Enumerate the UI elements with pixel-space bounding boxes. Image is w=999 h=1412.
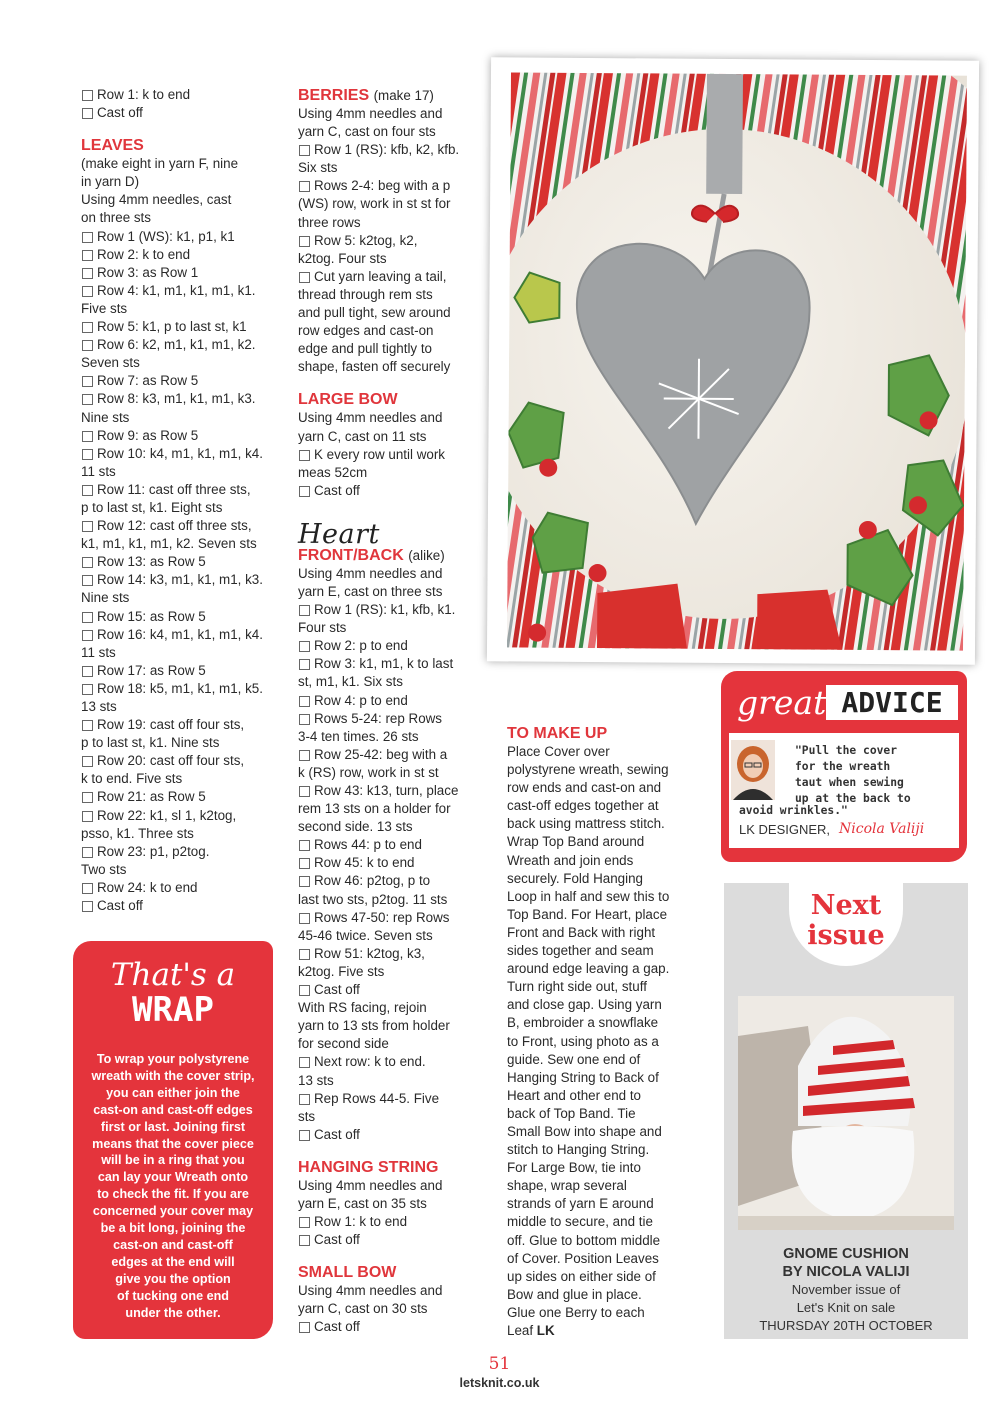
wrap-text-line: cast-on and cast-off (113, 1237, 233, 1252)
pattern-step (298, 1318, 480, 1336)
pattern-row: Row 43: k13, turn, place (298, 782, 480, 800)
make-up-heading: TO MAKE UP (507, 725, 608, 742)
pattern-step (81, 662, 269, 680)
pattern-row-cont: k to end. Five sts (81, 771, 183, 787)
next-title-line2: issue (807, 920, 885, 951)
wrap-text-line: cast-on and cast-off edges (93, 1102, 253, 1117)
pattern-step (298, 1053, 480, 1089)
small-bow-intro (298, 1282, 480, 1318)
make-up-line: polystyrene wreath, sewing (507, 762, 669, 778)
wrap-text-line: give you the option (115, 1271, 231, 1286)
heart-intro-line: yarn E, cast on three sts (298, 583, 443, 599)
wreath-illustration (507, 72, 967, 650)
pattern-row: Row 4: p to end (298, 692, 480, 710)
designer-avatar (731, 740, 775, 800)
pattern-step (81, 897, 269, 915)
gnome-cushion-photo (738, 996, 954, 1230)
pattern-row: Cast off (298, 981, 480, 999)
pattern-row-cont: psso, k1. Three sts (81, 825, 194, 841)
leaves-intro-line: in yarn D) (81, 174, 140, 190)
pattern-row-cont: Nine sts (81, 409, 130, 425)
column-3 (507, 724, 697, 1340)
pattern-row: Row 46: p2tog, p to (298, 872, 480, 890)
make-up-last-line (507, 1322, 697, 1340)
berries-title: BERRIES (298, 87, 370, 104)
pattern-step (81, 318, 269, 336)
make-up-line: Hanging String to Back of (507, 1069, 659, 1085)
pattern-row: Row 23: p1, p2tog. (81, 843, 269, 861)
pattern-row-cont: p to last st, k1. Eight sts (81, 499, 223, 515)
pattern-row-cont: k (RS) row, work in st st (298, 764, 439, 780)
make-up-line: securely. Fold Hanging (507, 870, 643, 886)
pattern-row-cont: 11 sts (81, 463, 116, 479)
pattern-row-cont: (WS) row, work in st st for (298, 196, 451, 212)
pattern-row-cont: k2tog. Four sts (298, 250, 387, 266)
advice-quote-line: "Pull the cover (795, 744, 898, 757)
pattern-row: Cast off (81, 104, 269, 122)
make-up-line: middle to secure, and tie (507, 1214, 653, 1230)
advice-quote-line: taut when sewing (795, 776, 904, 789)
pattern-step (298, 981, 480, 999)
pattern-row: Row 8: k3, m1, k1, m1, k3. (81, 390, 269, 408)
pattern-step (298, 854, 480, 872)
wreath-photo (487, 57, 979, 664)
pattern-row: Row 11: cast off three sts, (81, 481, 269, 499)
pattern-step (298, 836, 480, 854)
make-up-line: Front and Back with right (507, 924, 656, 940)
pattern-step (81, 626, 269, 662)
heart-intro-line: Using 4mm needles and (298, 565, 443, 581)
pattern-row-cont: st, m1, k1. Six sts (298, 674, 403, 690)
wrap-text-line: wreath with the cover strip, (91, 1068, 255, 1083)
pattern-row-cont: sts (298, 1108, 316, 1124)
pattern-row-cont: edge and pull tightly to (298, 341, 433, 357)
pattern-row-cont: k1, m1, k1, m1, k2. Seven sts (81, 536, 257, 552)
heart-rows (298, 601, 480, 999)
wrap-text-line: you can either join the (106, 1085, 240, 1100)
pattern-row: Rows 5-24: rep Rows (298, 710, 480, 728)
advice-quote (795, 743, 945, 807)
pattern-row: Row 12: cast off three sts, (81, 517, 269, 535)
leaves-intro-line: Using 4mm needles, cast (81, 192, 232, 208)
pattern-step (298, 482, 480, 500)
hanging-string-intro (298, 1177, 480, 1213)
make-up-line: around edge leaving a gap. (507, 961, 670, 977)
caption-line-2: Let's Knit on sale (796, 1300, 896, 1315)
wrap-text-line: To wrap your polystyrene (96, 1052, 250, 1066)
hanging-string-intro-line: yarn E, cast on 35 sts (298, 1195, 427, 1211)
pattern-row: Row 19: cast off four sts, (81, 716, 269, 734)
pattern-row: Row 51: k2tog, k3, (298, 945, 480, 963)
pattern-step (298, 1213, 480, 1231)
pattern-step (81, 571, 269, 607)
caption-title-2: BY NICOLA VALIJI (782, 1264, 910, 1280)
pattern-row: Row 16: k4, m1, k1, m1, k4. (81, 626, 269, 644)
make-up-line: Wrap Top Band around (507, 834, 645, 850)
pattern-step (298, 141, 480, 177)
caption-title-1: GNOME CUSHION (783, 1246, 909, 1262)
pattern-step (81, 390, 269, 426)
pattern-row: Rows 47-50: rep Rows (298, 909, 480, 927)
pattern-row: Row 1 (WS): k1, p1, k1 (81, 228, 269, 246)
pattern-row: Row 1: k to end (81, 86, 269, 104)
small-bow-intro-line: Using 4mm needles and (298, 1283, 443, 1299)
wrap-text-line: can lay your Wreath onto (97, 1170, 249, 1185)
large-bow-rows (298, 446, 480, 500)
column-2 (298, 86, 480, 1337)
wrap-text-line: under the other. (125, 1305, 221, 1320)
make-up-line: Turn right side out, stuff (507, 979, 647, 995)
make-up-line: Wreath and join ends (507, 852, 634, 868)
front-back-heading (298, 546, 480, 565)
pattern-row: Row 24: k to end (81, 879, 269, 897)
pattern-row: Cast off (298, 482, 480, 500)
make-up-line: of Cover. Position Leaves (507, 1250, 659, 1266)
leaves-intro-line: (make eight in yarn F, nine (81, 156, 239, 172)
next-issue-box (724, 883, 968, 1339)
pattern-row-cont: meas 52cm (298, 464, 368, 480)
pattern-step (298, 232, 480, 268)
pattern-row: Row 3: as Row 1 (81, 264, 269, 282)
heart-rejoin-line: yarn to 13 sts from holder (298, 1018, 450, 1034)
thats-a-wrap-box (73, 941, 273, 1339)
pattern-row-cont: 11 sts (81, 644, 116, 660)
pattern-step (298, 746, 480, 782)
pattern-row: Row 5: k2tog, k2, (298, 232, 480, 250)
pattern-row-cont: 3-4 ten times. 26 sts (298, 728, 419, 744)
advice-quote-end: avoid wrinkles." (739, 804, 848, 817)
pattern-step (81, 553, 269, 571)
wrap-text-line: be a bit long, joining the (100, 1221, 246, 1236)
website-url: letsknit.co.uk (459, 1376, 540, 1390)
advice-credit: LK DESIGNER, (739, 822, 831, 837)
pattern-row-cont: rem 13 sts on a holder for (298, 801, 451, 817)
large-bow-intro-line: yarn C, cast on 11 sts (298, 428, 427, 444)
pattern-row: Cut yarn leaving a tail, (298, 268, 480, 286)
pattern-step (298, 782, 480, 836)
pattern-row: Cast off (81, 897, 269, 915)
make-up-line: Small Bow into shape and (507, 1123, 662, 1139)
advice-title-caps: ADVICE (826, 685, 958, 720)
make-up-last-word: Leaf (507, 1323, 534, 1338)
advice-quote-line: for the wreath (795, 760, 891, 773)
pattern-row: Row 20: cast off four sts, (81, 752, 269, 770)
pattern-row-cont: 45-46 twice. Seven sts (298, 927, 433, 943)
pattern-row-cont: row edges and cast-on (298, 323, 434, 339)
pattern-row: Next row: k to end. (298, 1053, 480, 1071)
caption-line-1: November issue of (791, 1282, 901, 1297)
pattern-step (298, 872, 480, 908)
pattern-row-cont: shape, fasten off securely (298, 359, 451, 375)
make-up-line: Heart and other end to (507, 1087, 641, 1103)
pattern-step (81, 372, 269, 390)
pattern-row-cont: Four sts (298, 620, 347, 636)
hanging-string-rows (298, 1213, 480, 1249)
heart-script-title: Heart (298, 518, 380, 550)
make-up-line: sides together and seam (507, 943, 654, 959)
pattern-step (298, 909, 480, 945)
pattern-step (298, 945, 480, 981)
berries-sub: (make 17) (373, 88, 434, 103)
pattern-step (81, 680, 269, 716)
pattern-row-cont: Five sts (81, 300, 128, 316)
top-band (706, 74, 743, 194)
pattern-step (81, 716, 269, 752)
heart-rejoin (298, 999, 480, 1053)
make-up-line: Place Cover over (507, 744, 610, 759)
wrap-text-line: to check the fit. If you are (97, 1187, 249, 1202)
make-up-line: Top Band. For Heart, place (507, 906, 668, 922)
pattern-row: Row 4: k1, m1, k1, m1, k1. (81, 282, 269, 300)
heart-intro (298, 565, 480, 601)
pattern-row: Row 5: k1, p to last st, k1 (81, 318, 269, 336)
page-number: 51 (488, 1354, 511, 1374)
large-bow-heading: LARGE BOW (298, 391, 398, 409)
pattern-row-cont: thread through rem sts (298, 286, 433, 302)
make-up-line: strands of yarn E around (507, 1196, 654, 1212)
leaves-rows (81, 228, 269, 916)
wrap-text-line: concerned your cover may (92, 1204, 254, 1219)
pattern-step (81, 228, 269, 246)
make-up-line: off. Glue to bottom middle (507, 1232, 661, 1248)
heart-rejoin-line: With RS facing, rejoin (298, 1000, 427, 1016)
make-up-line: cast-off edges together at (507, 798, 659, 814)
make-up-line: row ends and cast-on and (507, 780, 662, 796)
pattern-row: Row 9: as Row 5 (81, 427, 269, 445)
make-up-line: Loop in half and sew this to (507, 888, 670, 904)
make-up-line: guide. Sew one end of (507, 1051, 641, 1067)
pattern-row: Row 2: p to end (298, 637, 480, 655)
pattern-step (298, 1126, 480, 1144)
pattern-row-cont: 13 sts (81, 699, 117, 714)
pattern-step (298, 177, 480, 231)
make-up-line: to Front, using photo as a (507, 1033, 659, 1049)
make-up-line: back of Top Band. Tie (507, 1105, 636, 1121)
pattern-step (81, 752, 269, 788)
pattern-row: Rows 2-4: beg with a p (298, 177, 480, 195)
large-bow-intro (298, 409, 480, 445)
pattern-step (298, 1231, 480, 1249)
small-bow-rows (298, 1318, 480, 1336)
make-up-line: back using mattress stitch. (507, 816, 665, 832)
pattern-step (81, 608, 269, 626)
pattern-step (298, 637, 480, 655)
make-up-line: Bow and glue in place. (507, 1286, 642, 1302)
column-1 (81, 86, 269, 915)
pattern-row: Cast off (298, 1231, 480, 1249)
wrap-text-line: first or last. Joining first (100, 1119, 246, 1134)
small-bow-intro-line: yarn C, cast on 30 sts (298, 1301, 428, 1317)
leaves-heading: LEAVES (81, 137, 144, 155)
pattern-row-cont: Six sts (298, 160, 338, 176)
pattern-step (298, 692, 480, 710)
pattern-row-cont: and pull tight, sew around (298, 305, 451, 321)
pattern-row: Cast off (298, 1126, 480, 1144)
pattern-row: Row 45: k to end (298, 854, 480, 872)
intro-rows (81, 86, 269, 122)
pattern-step (298, 268, 480, 377)
small-bow-heading: SMALL BOW (298, 1264, 397, 1282)
hanging-string-heading: HANGING STRING (298, 1158, 439, 1176)
pattern-row: Row 18: k5, m1, k1, m1, k5. (81, 680, 269, 698)
advice-quote-line: up at the back to (795, 792, 911, 805)
wrap-title-script: That's a (110, 957, 236, 993)
pattern-row: Cast off (298, 1318, 480, 1336)
pattern-step (81, 843, 269, 879)
wrap-text (73, 1051, 273, 1322)
pattern-step (81, 879, 269, 897)
pattern-row-cont: Seven sts (81, 355, 140, 371)
signoff: LK (536, 1323, 555, 1338)
wrap-text-line: of tucking one end (117, 1288, 229, 1303)
pattern-step (298, 601, 480, 637)
caption-line-3: THURSDAY 20TH OCTOBER (759, 1318, 933, 1333)
pattern-row: Row 3: k1, m1, k to last (298, 655, 480, 673)
pattern-row: Rep Rows 44-5. Five (298, 1090, 480, 1108)
make-up-line: and close gap. Using yarn (507, 997, 662, 1013)
make-up-line: up sides on either side of (507, 1268, 656, 1284)
pattern-row-cont: Nine sts (81, 590, 130, 606)
pattern-step (81, 246, 269, 264)
next-issue-caption (724, 1245, 968, 1335)
front-back-title: FRONT/BACK (298, 546, 404, 564)
pattern-row-cont: three rows (298, 214, 361, 230)
advice-title-script: great (737, 683, 827, 722)
next-title-line1: Next (810, 890, 882, 921)
front-back-sub: (alike) (408, 547, 445, 563)
wrap-text-line: edges at the end will (111, 1254, 235, 1269)
pattern-row: Row 1: k to end (298, 1213, 480, 1231)
large-bow-intro-line: Using 4mm needles and (298, 410, 443, 426)
advice-credit-name: Nicola Valiji (839, 821, 925, 837)
hanging-string-intro-line: Using 4mm needles and (298, 1177, 443, 1193)
wrap-text-line: will be in a ring that you (101, 1153, 245, 1168)
pattern-step (81, 264, 269, 282)
pattern-row: Row 15: as Row 5 (81, 608, 269, 626)
pattern-row-cont: k2tog. Five sts (298, 963, 385, 979)
pattern-row: Row 6: k2, m1, k1, m1, k2. (81, 336, 269, 354)
pattern-row: Row 22: k1, sl 1, k2tog, (81, 807, 269, 825)
pattern-row: Row 14: k3, m1, k1, m1, k3. (81, 571, 269, 589)
pattern-row: Row 17: as Row 5 (81, 662, 269, 680)
make-up-line: stitch to Hanging String. (507, 1142, 650, 1158)
next-issue-title (724, 891, 968, 951)
pattern-row: Row 25-42: beg with a (298, 746, 480, 764)
make-up-line: Glue one Berry to each (507, 1304, 645, 1320)
pattern-step (81, 481, 269, 517)
pattern-row: Row 10: k4, m1, k1, m1, k4. (81, 445, 269, 463)
leaves-intro (81, 155, 269, 227)
pattern-step (81, 427, 269, 445)
pattern-row: Row 13: as Row 5 (81, 553, 269, 571)
pattern-row-cont: last two sts, p2tog. 11 sts (298, 891, 448, 907)
pattern-step (81, 807, 269, 843)
berries-heading (298, 86, 480, 105)
pattern-row-cont: Two sts (81, 861, 127, 877)
pattern-step (298, 1090, 480, 1126)
pattern-step (81, 445, 269, 481)
pattern-step (81, 282, 269, 318)
pattern-row-cont: 13 sts (298, 1072, 334, 1088)
pattern-row: Row 1 (RS): kfb, k2, kfb. (298, 141, 480, 159)
pattern-step (81, 336, 269, 372)
pattern-row-cont: second side. 13 sts (298, 819, 413, 835)
leaves-intro-line: on three sts (81, 210, 151, 226)
pattern-step (81, 788, 269, 806)
make-up-line: For Large Bow, tie into (507, 1160, 641, 1176)
berries-intro-line: yarn C, cast on four sts (298, 124, 436, 140)
pattern-step (298, 655, 480, 691)
heart-rejoin-line: for second side (298, 1036, 389, 1052)
pattern-row: Row 2: k to end (81, 246, 269, 264)
pattern-step (298, 446, 480, 482)
wrap-title-caps: WRAP (132, 990, 214, 1030)
pattern-step (298, 710, 480, 746)
make-up-line: shape, wrap several (507, 1178, 627, 1194)
berries-intro-line: Using 4mm needles and (298, 106, 443, 121)
pattern-row: Row 7: as Row 5 (81, 372, 269, 390)
pattern-row-cont: p to last st, k1. Nine sts (81, 735, 220, 751)
pattern-step (81, 517, 269, 553)
berries-intro (298, 105, 480, 141)
wrap-text-line: means that the cover piece (92, 1136, 254, 1151)
make-up-line: B, embroider a snowflake (507, 1015, 659, 1031)
pattern-row: K every row until work (298, 446, 480, 464)
pattern-row: Row 21: as Row 5 (81, 788, 269, 806)
heart-rows-2 (298, 1053, 480, 1143)
berries-rows (298, 141, 480, 376)
make-up-text (507, 743, 697, 1322)
pattern-row: Row 1 (RS): k1, kfb, k1. (298, 601, 480, 619)
pattern-row: Rows 44: p to end (298, 836, 480, 854)
great-advice-box (721, 671, 967, 862)
